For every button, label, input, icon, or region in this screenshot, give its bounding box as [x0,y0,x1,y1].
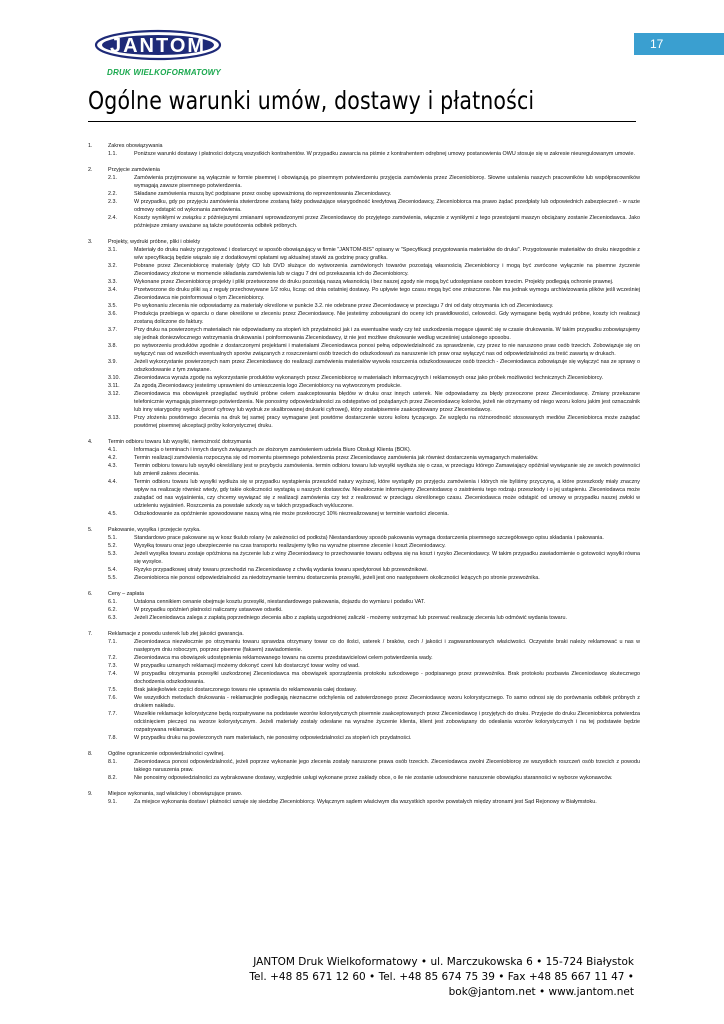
clause-number: 6.3. [108,615,117,621]
section-heading [88,526,640,534]
section-title: Reklamacje z powodu usterek lub złej jakości gwarancja. [108,631,244,637]
clause-number: 3.12. [108,391,120,397]
clause-number: 4.4. [108,479,117,485]
clause-text: Pobrane przez Zleceniobiorcę materiały (płyty CD lub DVD służące do wytworzenia zamówionych towarów pozostają własnością Zleceniobiorcy i mogą być zwrócone wyłącznie na pisemne życzenie Zleceniodawcy złożone w momencie składania zamówienia lub w ciągu 7 dni od przekazania ich do Zleceniobiorcy. [134,263,640,277]
clause-number: 7.2. [108,655,117,661]
section-title: Ogólne ograniczenie odpowiedzialności cywilnej. [108,751,225,757]
clause-text: W przypadku druku na powierzonych nam materiałach, nie ponosimy odpowiedzialności za stopień ich przydatności. [134,735,412,741]
clause-number: 6.1. [108,599,117,605]
clause-text: Zleceniodawca ma obowiązek przeglądać wydruki próbne celem zaakceptowania błędów w druku oraz innych usterek. Nie odpowiadamy za błędy przeoczone przez Zleceniodawcę. Zmiany przekazane telefonicznie wymagają pisemnego potwierdzenia. Nie ponosimy odpowiedzialności za odstępstwo od pożądanych przez Zleceniodawcę kolorów, jeżeli nie otrzymamy od niego wzoru koloru jakim jest oznaczalnik lub inny wiarygodny wydruk (proof cyfrowy lub wydruk ze skalibrowanej drukarki cyfrowej), który zostałpisemnie zaakceptowany przez Zleceniodawcę. [134,391,640,413]
clause-number: 1.1. [108,151,117,157]
clause-text: Zleceniodawca niezwłocznie po otrzymaniu towaru sprawdza otrzymany towar co do ilości, usterek / braków, cech / jakości i zagwarantowanych właściwości. Oczywiste braki należy reklamować u nas w następnym dniu roboczym, poprzez pisemne (faksem) zawiadomienie. [134,639,640,653]
clause-text: po wytworzeniu produktów zgodnie z dostarczonymi projektami i materiałami Zleceniodawca ponosi pełną odpowiedzialność za sprawdzenie, czy przez to nie naruszono praw osób trzecich. Zobowiązuje się on wyłączyć nas od wszelkich ewentualnych sporów związanych z roszczeniami osób trzecich do odszkodowań za naruszenie ich praw oraz wyłączyć nas od odpowiedzialności za treść zawartą w drukach. [134,343,640,357]
clause-number: 2.3. [108,199,117,205]
clause-text: Nie ponosimy odpowiedzialności za wybrakowane dostawy, względnie usługi wykonane przez zakłady obce, o ile nie zostanie udowodnione naruszenie obowiązku staranności w wyborze wykonawców. [134,775,613,781]
section-title: Przyjęcie zamówienia [108,167,160,173]
clause-text: W przypadku opóźnień płatności naliczamy ustawowe odsetki. [134,607,283,613]
section-heading [88,438,640,446]
clause [88,614,640,622]
clause-text: Zleceniodawca wyraża zgodę na wykorzystanie produktów wykonanych przez Zleceniobiorcę w materiałach informacyjnych i reklamowych oraz jako próbek możliwości technicznych Zleceniobiorcy. [134,375,604,381]
section-heading [88,142,640,150]
clause-text: Zleceniodawca ma obowiązek udostępnienia reklamowanego towaru na ozemu przedstawicielowi celem potwierdzenia wady. [134,655,433,661]
section-title: Projekty, wydruki próbne, pliki i obiekty [108,239,201,245]
clause [88,478,640,510]
clause-number: 5.3. [108,551,117,557]
clause-number: 7.4. [108,671,117,677]
clause-number: 9.1. [108,799,117,805]
clause-text: Materiały do druku należy przygotować i dostarczyć w sposób obowiązujący w firmie "JANTOM-BIS" opisany w "Specyfikacji przygotowania materiałów do druku". Przygotowanie materiałów do druku niezgodnie z w/w specyfikacją będzie wiązało się z dodatkowymi opłatami wg aktualnej stawki za godzinę pracy grafika. [134,247,640,261]
clause-text: Przetworzone do druku pliki są z reguły przechowywane 1/2 roku, licząc od dnia ostatniej dostawy. Po upływie tego czasu mogą być one zniszczone. Nie ma jednak wymogu archiwizowania plików jeśli wcześniej Zleceniodawca nie poinformował o tym Zleceniobiorcy. [134,287,640,301]
section-heading [88,790,640,798]
section-heading [88,750,640,758]
clause-text: We wszystkich metodach drukowania - reklamacjinie podlegają nieznaczne odchylenia od zatwierdzonego przez Zleceniodawcę wzoru kolorystycznego. To samo odnosi się do porównania odbitek próbnych z drukiem nakładu. [134,695,640,709]
clause-text: Produkcja przebiega w oparciu o dane określone w zleceniu przez Zleceniodawcę. Nie jesteśmy zobowiązani do oceny ich prawidłowości, celowości. Gdy wymagane będą wydruki próbne, koszty ich realizacji zostaną doliczone do faktury. [134,311,640,325]
section-number: 7. [88,631,93,637]
clause [88,758,640,774]
clause [88,550,640,566]
clause [88,670,640,686]
section [88,630,640,742]
clause [88,302,640,310]
clause-number: 3.1. [108,247,117,253]
clause [88,286,640,302]
section-heading [88,238,640,246]
clause-number: 5.2. [108,543,117,549]
section [88,438,640,518]
clause-number: 2.2. [108,191,117,197]
page-number: 17 [634,33,724,55]
clause [88,278,640,286]
clause-text: Termin odbioru towaru lub wysyłki okreśślany jest w przybyciu zamówienia. termin odbioru towaru lub wysyłki wydłuża się o czas, w przeciągu którego Zamawiający opóźniał wywiązanie się ze swoich powinności lub zmienił zakres zlecenia. [134,463,640,477]
clause-text: Wysyłką towaru oraz jego ubezpieczenie na czas transportu realizujemy tylko na wyraźne pisemne zlecenie i koszt Zleceniodawcy. [134,543,446,549]
clause-text: Jeżeli wykorzystanie powierzonych nam przez Zleceniodawcę do realizacji zamówienia materiałów wywoła roszczenia odszkodowawcze osób trzecich - Zleceniodawca zobowiązuje się wyłączyć nas ze sprawy o odszkodowanie z tym związane. [134,359,640,373]
clause-number: 4.5. [108,511,117,517]
logo-wordmark: JANTOM [109,35,207,57]
clause [88,190,640,198]
footer [249,955,634,1000]
clause-text: Brak jakiejkolwiek części dostarczonego towaru nie uprawnia do reklamowania całej dostawy. [134,687,357,693]
footer-phones: Tel. +48 85 671 12 60 • Tel. +48 85 674 75 39 • Fax +48 85 667 11 47 • [249,971,634,983]
clause [88,414,640,430]
clause-text: Przy druku na powierzonych materiałach nie odpowiadamy za stopień ich przydatności jak i za ewentualne wady czy też uszkodzenia mogące ujawnić się w czasie drukowania. W takim przypadku zobowiązujemy się jednak doniezwłocznego wstrzymania drukowania i poinformowania Zleceniodawcy, iż nie jest możliwe drukowanie według wcześniej ustalonego sposobu. [134,327,640,341]
footer-address: JANTOM Druk Wielkoformatowy • ul. Marczukowska 6 • 15-724 Białystok [253,956,634,968]
clause [88,694,640,710]
clause-number: 3.3. [108,279,117,285]
clause-number: 3.8. [108,343,117,349]
logo-tagline: DRUK WIELKOFORMATOWY [107,68,221,77]
clause-number: 3.10. [108,375,120,381]
clause-text: W przypadku otrzymania przesyłki uszkodzonej Zleceniodawca ma obowiązek sporządzenia protokołu szkodowego - podpisanego przez przewoźnika. Brak protokołu pozbawia Zleceniodawcę skutecznego dochodzenia odszkodowania. [134,671,640,685]
clause-text: Wykonane przez Zleceniobiorcę projekty i pliki przetworzone do druku pozostają naszą własnością i bez naszej zgody nie mogą być udostępniane osobom trzecim. Projekty podlegają ochronie prawnej. [134,279,614,285]
clause-number: 7.3. [108,663,117,669]
clause-number: 5.1. [108,535,117,541]
clause-number: 7.6. [108,695,117,701]
clause [88,310,640,326]
clause-text: Informacja o terminach i innych danych związanych ze złożonym zamówieniem udziela Biuro Obsługi Klienta (BOK). [134,447,412,453]
section [88,238,640,430]
section-number: 4. [88,439,93,445]
terms-content [88,142,640,814]
clause [88,574,640,582]
clause [88,174,640,190]
clause-number: 5.5. [108,575,117,581]
clause-text: W przypadku uznanych reklamacji możemy dokonyć czeni lub dostarczyć towar wolny od wad. [134,663,360,669]
clause-text: Wszelkie reklamacje kolorystyczne będą rozpatrywane na podstawie wzorów kolorystycznych pisemnie zaakceptowanych przez Zleceniodawcę i przyjętych do druku. Przyjęcie do druku Zleceniobiorca potwierdza odciśnięciem pieczęci na wzorze kolorystycznym. Jeżeli materiały zostały odesłane na wyraźne życzenie klienta, klient jest zobowiązany do odesłania wzorów kolorystycznych i na tej podstawie będzie rozpatrywana reklamacja. [134,711,640,733]
clause [88,454,640,462]
section-number: 6. [88,591,93,597]
clause [88,566,640,574]
section-number: 3. [88,239,93,245]
clause-number: 7.7. [108,711,117,717]
clause [88,262,640,278]
clause [88,246,640,262]
clause [88,390,640,414]
clause [88,214,640,230]
clause-text: Ryzyko przypadkowej utraty towaru przechodzi na Zleceniodawcę z chwilą wydania towaru spedytorowi lub przewoźnikowi. [134,567,428,573]
clause-text: Składane zamówienia muszą być podpisane przez osobę upoważnioną do reprezentowania Zleceniodawcy. [134,191,392,197]
clause-text: Standardowo prace pakowane są w kosz tkulub rolany (w zależności od podłoża) Niestandardowy sposób pakowania wymaga dostarczenia pisemnego szczegółowego opisu składania i pakowania. [134,535,604,541]
clause [88,798,640,806]
section [88,526,640,582]
section-title: Pakowanie, wysyłka i przejęcie ryzyka. [108,527,201,533]
clause-number: 7.1. [108,639,117,645]
clause-number: 3.5. [108,303,117,309]
clause-text: W przypadku, gdy po przyjęciu zamówienia stwierdzone zostaną fakty podważające wiarygodność kredytową Zleceniodawcy, Zleceniobiorca ma prawo żądać przedpłaty lub odpowiednich zabezpieczeń - w razie odmowy odstąpić od wykonania zamówienia. [134,199,640,213]
clause-number: 3.4. [108,287,117,293]
clause-text: Ustalona cennikiem cenanie obejmuje kosztu przesyłki, niestandardowego pakowania, dojazdu do wymiaru i podatku VAT. [134,599,426,605]
clause [88,686,640,694]
clause-number: 4.2. [108,455,117,461]
section-heading [88,630,640,638]
clause-number: 5.4. [108,567,117,573]
clause-text: Za miejsce wykonania dostaw i płatności uznaje się siedzibę Zleceniobiorcy. Wyłącznym sądem właściwym dla wszystkich sporów powstałych między stronami jest Sąd Rejonowy w Białymstoku. [134,799,597,805]
clause [88,358,640,374]
clause-number: 3.11. [108,383,120,389]
clause [88,150,640,158]
clause-number: 2.4. [108,215,117,221]
title-divider [88,121,636,122]
clause [88,734,640,742]
clause-text: Odszkodowanie za opóźnienie spowodowane naszą winą nie może przekroczyć 10% niezrealizowanej w terminie wartości zlecenia. [134,511,449,517]
clause-number: 3.2. [108,263,117,269]
clause-number: 6.2. [108,607,117,613]
section-number: 9. [88,791,93,797]
clause [88,542,640,550]
clause [88,638,640,654]
clause-text: Termin odbioru towaru lub wysyłki wydłuża się w przypadku wystąpienia przeszkód natury wyższej, które wystąpiły po przyjęciu zamówienia i których nie byliśmy przyczyną, a które przeszkody miały znaczny wpływ na realizację również wtedy, gdy takie okoliczności wystąpią u naszych dostawców. Niezwłocznie informujemy Zleceniodawcę o zaistnieniu tego rodzaju przeszkody i o jej ustąpieniu. Zleceniodawca może zażądać od nas wyjaśnienia, czy chcemy wywiązać się z realizacji zamówienia czy też z realizować w przeciągu określonego czasu. Zleceniodawca może odstąpić od umowy w przypadku naszej zwłoki w udzieleniu wyjaśnień. Roszczenia za powstałe szkody są w takich przypadkach wykluczone. [134,479,640,509]
clause-number: 3.13. [108,415,120,421]
clause [88,662,640,670]
clause [88,774,640,782]
section-number: 1. [88,143,93,149]
clause-text: Przy złożeniu powtórnego zlecenia na druk tej samej pracy wymagane jest powtórne dostarczenie wzoru koloru tyczącego. Ze względu na różnorodność stosowanych mediów Zleceniobiorca może zażądać powtórnej pisemnej akceptacji próby kolorystycznej druku. [134,415,640,429]
clause [88,198,640,214]
clause [88,510,640,518]
clause-number: 2.1. [108,175,117,181]
section-title: Miejsce wykonania, sąd właściwy i obowiązujące prawo. [108,791,243,797]
clause-text: Jeżeli Zleceniodawca zalega z zapłatą poprzedniego zlecenia albo z zapłatą uzgodnionej zaliczki - możemy wstrzymać lub przerwać realizację zlecenia lub odmówić wydania towaru. [134,615,567,621]
clause [88,326,640,342]
clause [88,374,640,382]
clause-text: Po wykonaniu zlecenia nie odpowiadamy za materiały określone w punkcie 3.2. nie odebrane przez Zleceniodawcę w przeciągu 7 dni od daty otrzymania ich od Zleceniodawcy. [134,303,554,309]
clause-number: 4.3. [108,463,117,469]
clause-number: 4.1. [108,447,117,453]
section [88,750,640,782]
section-number: 2. [88,167,93,173]
clause [88,606,640,614]
clause [88,710,640,734]
clause-text: Termin realizacji zamówienia rozpoczyna się od momentu pisemnego potwierdzenia przez Zleceniodawcę zamówienia jak również dostarczenia wymaganych materiałów. [134,455,539,461]
clause-number: 3.7. [108,327,117,333]
clause-text: Zleceniobiorca nie ponosi odpowiedzialności za niedotrzymanie terminu dostarczenia przesyłki, jeżeli jest ono następstwem okoliczności leżących po stronie przewoźnika. [134,575,540,581]
section-heading [88,166,640,174]
clause-text: Zamówienia przyjmowane są wyłącznie w formie pisemnej i obowiązują po pisemnym potwierdzeniu przyjęcia zamówienia przez Zleceniobiorcę. Słowne ustalenia naszych pracowników lub współpracowników wymagają zawsze pisemnego potwierdzenia. [134,175,640,189]
section [88,590,640,622]
clause [88,446,640,454]
section-heading [88,590,640,598]
section [88,142,640,158]
clause-text: Jeżeli wysyłka towaru zostaje opóźniona na życzenie lub z winy Zleceniodawcy to przechowanie towaru odbywa się na koszt i ryzyko Zleceniodawcy. W takim przypadku zawiadomienie o gotowości wysyłki równa się wysyłce. [134,551,640,565]
clause-number: 3.9. [108,359,117,365]
section [88,166,640,230]
section-title: Zakres obowiązywania [108,143,163,149]
clause-text: Zleceniodawca ponosi odpowiedzialność, jeżeli poprzez wykonanie jego zlecenia zostały naruszone prawa osób trzecich. Zleceniodawca zwolni Zleceniobiorcę ze wszystkich roszczeń osób trzecich z powodu takiego naruszenia praw. [134,759,640,773]
clause-number: 7.5. [108,687,117,693]
clause-number: 8.1. [108,759,117,765]
clause-number: 3.6. [108,311,117,317]
page-title: Ogólne warunki umów, dostawy i płatności [88,86,535,115]
clause [88,534,640,542]
clause-text: Poniższe warunki dostawy i płatności dotyczą wszystkich kontrahentów. W przypadku zawarcia na piśmie z kontrahentem odrębnej umowy postanowienia OWU stosuje się w zakresie nieuregulowanym umowie. [134,151,635,157]
clause [88,462,640,478]
clause-text: Za zgodą Zleceniodawcy jesteśmy uprawnieni do umieszczenia logo Zleceniobiorcy na wytworzonym produkcie. [134,383,402,389]
section [88,790,640,806]
section-title: Termin odbioru towaru lub wysyłki, niemożność dotrzymania [108,439,252,445]
clause-number: 7.8. [108,735,117,741]
section-number: 8. [88,751,93,757]
section-number: 5. [88,527,93,533]
clause [88,654,640,662]
clause-text: Koszty wynikłymi w związku z późniejszymi zmianami wprowadzonymi przez Zleceniodawcę do przyjętego zamówienia, włącznie z wynikłymi z tego przestojami maszyn obciążany zostanie Zleceniodawca. Jako późniejsze zmiany uważane są także powtórzenia odbitek próbnych. [134,215,640,229]
clause [88,342,640,358]
clause [88,598,640,606]
clause-number: 8.2. [108,775,117,781]
section-title: Ceny – zapłata [108,591,144,597]
footer-contact: bok@jantom.net • www.jantom.net [448,986,634,998]
clause [88,382,640,390]
